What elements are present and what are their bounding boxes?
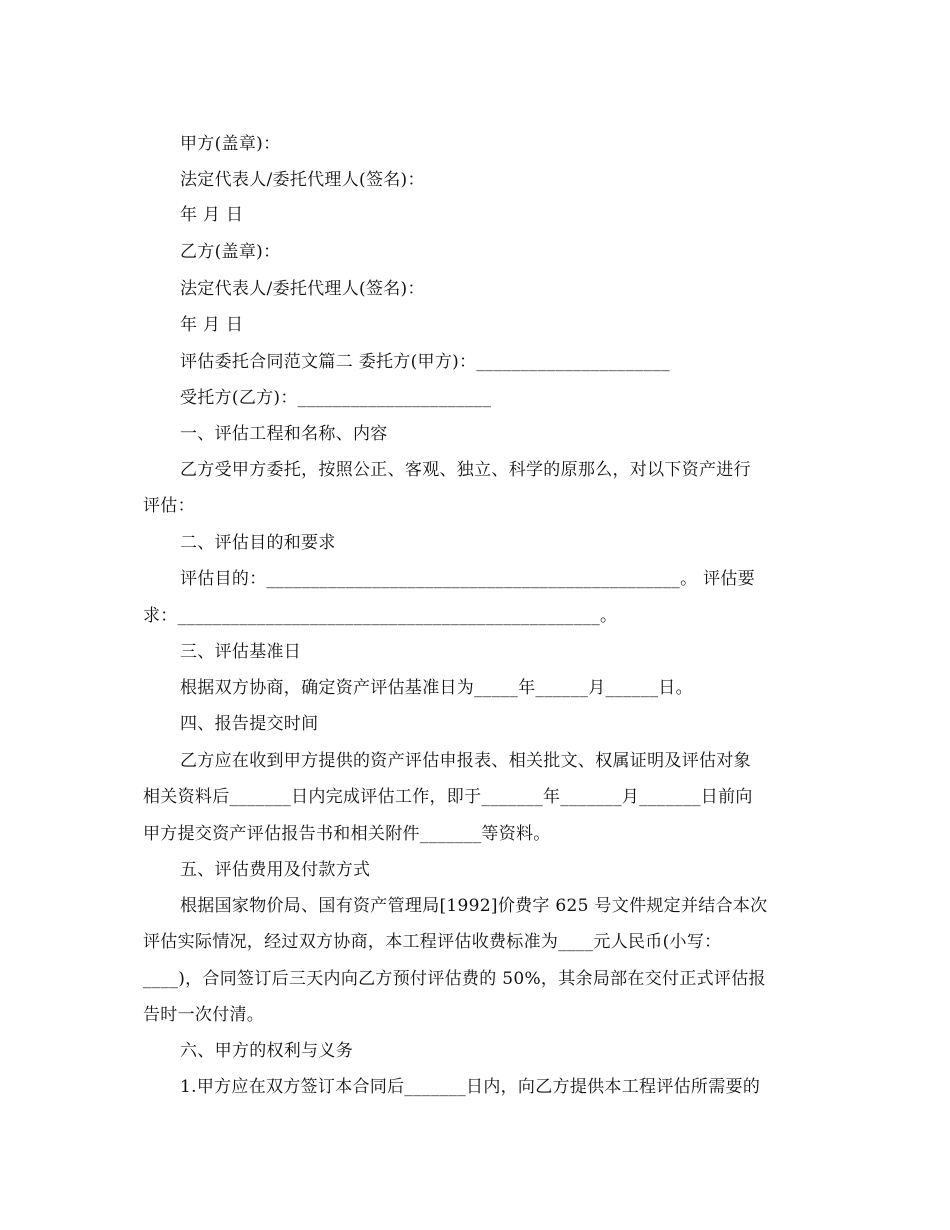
section-3-heading: 三、评估基准日 (180, 642, 302, 662)
paragraph-line: 乙方受甲方委托，按照公正、客观、独立、科学的原那么，对以下资产进行 (180, 460, 751, 480)
party-a-date: 年 月 日 (180, 205, 244, 225)
paragraph-line: 评估目的：_______________________________________________。 评估要 (180, 569, 756, 589)
paragraph-line: 根据双方协商，确定资产评估基准日为_____年______月______日。 (180, 678, 693, 698)
contract-title-line: 评估委托合同范文篇二 委托方(甲方)：______________________ (180, 352, 670, 372)
party-a-representative: 法定代表人/委托代理人(签名)： (180, 170, 425, 190)
paragraph-line: 甲方提交资产评估报告书和相关附件_______等资料。 (143, 824, 551, 844)
section-4-heading: 四、报告提交时间 (180, 714, 319, 734)
paragraph-line: 乙方应在收到甲方提供的资产评估申报表、相关批文、权属证明及评估对象 (180, 751, 751, 771)
paragraph-line: 求：________________________________________________。 (143, 606, 618, 626)
paragraph-line: 根据国家物价局、国有资产管理局[1992]价费字 625 号文件规定并结合本次 (180, 896, 768, 916)
section-6-heading: 六、甲方的权利与义务 (180, 1041, 353, 1061)
party-b-date: 年 月 日 (180, 315, 244, 335)
section-1-heading: 一、评估工程和名称、内容 (180, 424, 388, 444)
paragraph-line: 评估实际情况，经过双方协商，本工程评估收费标准为____元人民币(小写： (143, 932, 722, 952)
section-2-heading: 二、评估目的和要求 (180, 533, 336, 553)
party-b-seal: 乙方(盖章)： (180, 242, 281, 262)
paragraph-line: 评估： (143, 496, 195, 516)
section-5-heading: 五、评估费用及付款方式 (180, 860, 371, 880)
paragraph-line: ____)，合同签订后三天内向乙方预付评估费的 50%，其余局部在交付正式评估报 (143, 969, 766, 989)
paragraph-line: 告时一次付清。 (143, 1005, 265, 1025)
party-a-seal: 甲方(盖章)： (180, 134, 281, 154)
trustee-line: 受托方(乙方)：______________________ (180, 388, 492, 408)
paragraph-line: 1.甲方应在双方签订本合同后_______日内，向乙方提供本工程评估所需要的 (180, 1077, 761, 1097)
party-b-representative: 法定代表人/委托代理人(签名)： (180, 279, 425, 299)
paragraph-line: 相关资料后_______日内完成评估工作，即于_______年_______月_______日前向 (143, 787, 753, 807)
